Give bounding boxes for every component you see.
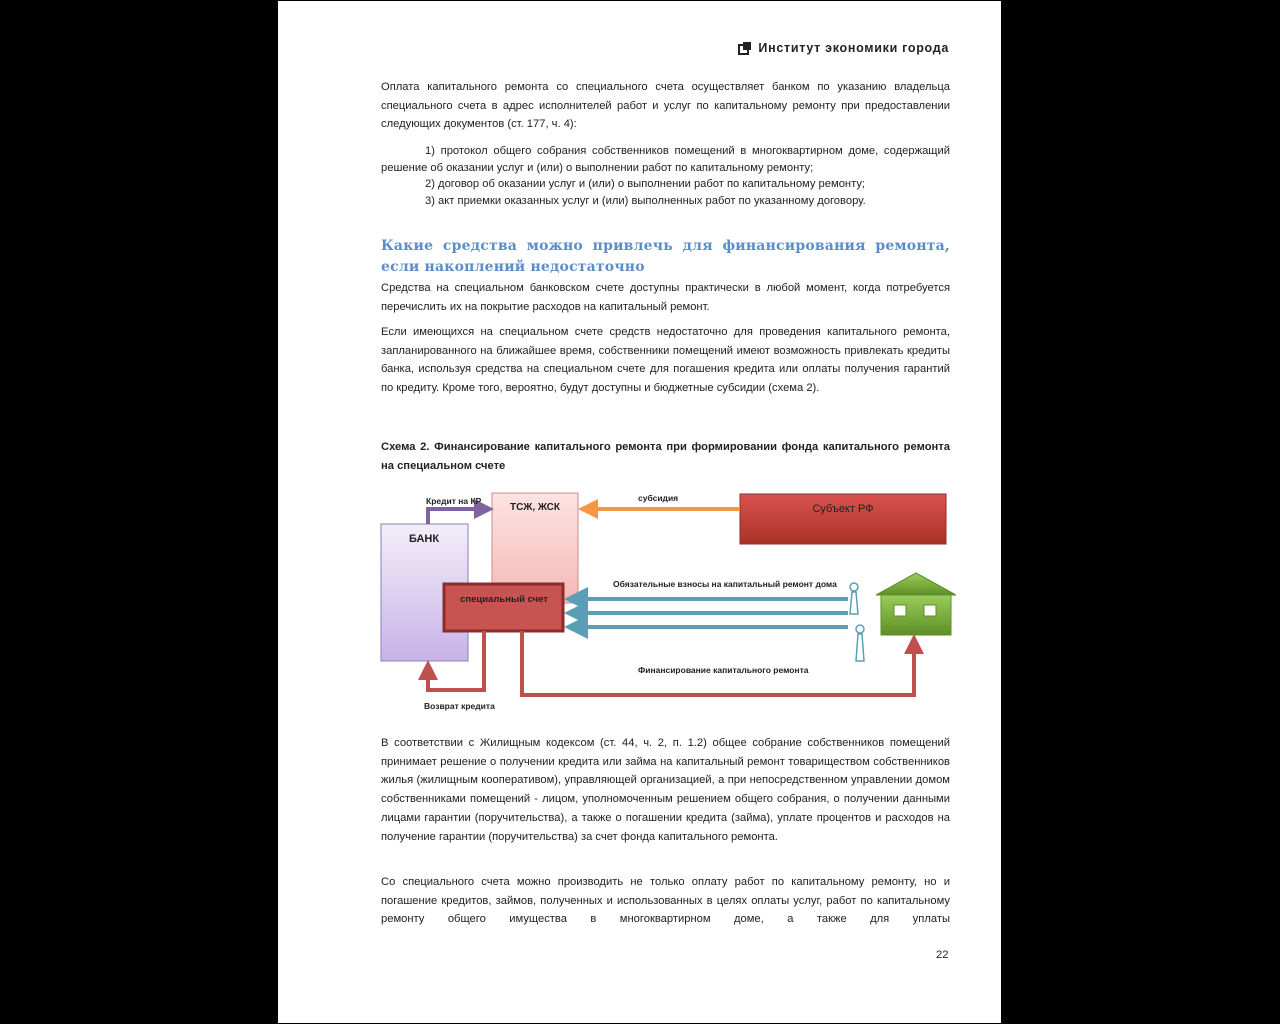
- special-account-box: [444, 584, 563, 631]
- financing-diagram: [376, 486, 956, 714]
- paragraph-housing-code: В соответствии с Жилищным кодексом (ст. 44, ч. 2, п. 1.2) общее собрание собственников помещений принимает решение о получении кредита или займа на капитальный ремонт товариществом собственников жилья (жилищным кооперативом), управляющей организацией, а при непосредственном управлении домом собственниками помещений - лицом, уполномоченным решением общего собрания, о получении данными лицами гарантии (поручительства), а также о погашении кредита (займа), уплате процентов и расходов на получение гарантии (поручительства) за счет фонда капитального ремонта.: [381, 737, 950, 843]
- list-item: 1) протокол общего собрания собственников помещений в многоквартирном доме, содержащий решение об оказании услуг и (или) о выполнении работ по капитальному ремонту;: [381, 145, 950, 174]
- list-item: 2) договор об оказании услуг и (или) о выполнении работ по капитальному ремонту;: [425, 178, 866, 190]
- list-item: 3) акт приемки оказанных услуг и (или) выполненных работ по указанному договору.: [425, 194, 866, 207]
- documents-list: [381, 143, 950, 209]
- paragraph-payment: Оплата капитального ремонта со специального счета осуществляет банком по указанию владельца специального счета в адрес исполнителей работ и услуг по капитальному ремонту при предоставлении следующих документов (ст. 177, ч. 4):: [381, 81, 950, 131]
- paragraph-special-account: Со специального счета можно производить не только оплату работ по капитальному ремонту, но и погашение кредитов, займов, полученных и использованных в целях оплаты услуг, работ по капитальному ремонту общего имущества в многоквартирном доме, а также для уплаты: [381, 876, 950, 926]
- page-number: 22: [936, 949, 949, 961]
- financing-label: Финансирование капитального ремонта: [638, 665, 809, 675]
- header-org-name: Институт экономики города: [758, 41, 949, 55]
- owner-figure-icon: [850, 583, 858, 614]
- figure-caption: Схема 2. Финансирование капитального ремонта при формировании фонда капитального ремонта на специальном счете: [381, 441, 950, 472]
- bank-label: БАНК: [408, 533, 440, 545]
- subject-rf-box: [740, 494, 946, 544]
- subject-rf-label: Субъект РФ: [812, 503, 874, 515]
- house-icon: [876, 573, 956, 635]
- paragraph-availability: Средства на специальном банковском счете доступны практически в любой момент, когда потребуется перечислить их на покрытие расходов на капитальный ремонт.: [381, 282, 950, 313]
- special-account-label: специальный счет: [460, 594, 548, 605]
- financing-arrow: [522, 631, 914, 695]
- section-heading: Какие средства можно привлечь для финансирования ремонта, если накоплений недостаточно: [381, 238, 950, 275]
- owner-figure-icon: [856, 625, 864, 661]
- institute-logo-icon: [738, 42, 751, 55]
- page-header: [738, 41, 949, 55]
- repayment-label: Возврат кредита: [424, 701, 495, 711]
- hoa-label: ТСЖ, ЖСК: [509, 502, 561, 513]
- credit-arrow: [428, 509, 490, 524]
- subsidy-label: субсидия: [638, 493, 679, 503]
- document-page: [278, 1, 1001, 1023]
- credit-label: Кредит на КР: [426, 496, 482, 506]
- contributions-label: Обязательные взносы на капитальный ремонт дома: [613, 579, 837, 589]
- paragraph-credits: Если имеющихся на специальном счете средств недостаточно для проведения капитального ремонта, запланированного на ближайшее время, собственники помещений имеют возможность привлекать кредиты банка, используя средства на специальном счете для погашения кредита или оплаты получения гарантий по кредиту. Кроме того, вероятно, будут доступны и бюджетные субсидии (схема 2).: [381, 326, 950, 395]
